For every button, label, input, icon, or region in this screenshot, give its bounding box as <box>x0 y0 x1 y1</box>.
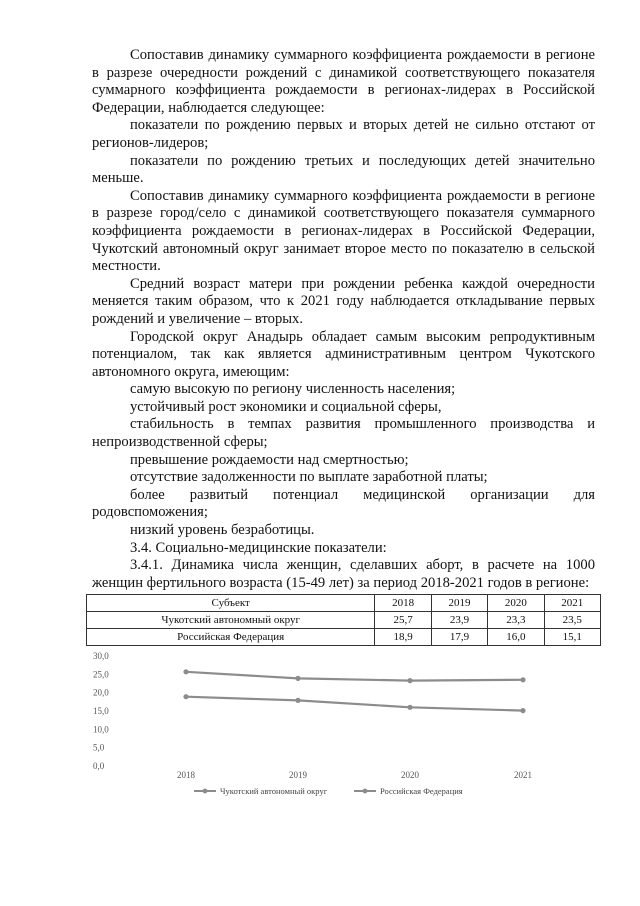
y-tick-label: 15,0 <box>93 706 109 716</box>
paragraph-2: показатели по рождению первых и вторых детей не сильно отстают от регионов-лидеров; <box>92 117 595 151</box>
legend-label: Чукотский автономный округ <box>220 786 328 796</box>
paragraph-4: Сопоставив динамику суммарного коэффициента рождаемости в регионе в разрезе город/село с динамикой соответствующего показателя суммарного коэффициента рождаемости в регионах-лидерах в Российской Федерации, Чукотский автономный округ занимает второе место по показателю в сельской местности. <box>92 187 595 275</box>
paragraph-3: показатели по рождению третьих и последующих детей значительно меньше. <box>92 152 595 187</box>
table-header-cell: 2018 <box>375 595 431 612</box>
y-tick-label: 5,0 <box>93 742 105 753</box>
table-cell: 25,7 <box>375 612 431 629</box>
legend-label: Российская Федерация <box>380 786 463 796</box>
y-tick-label: 20,0 <box>93 687 109 698</box>
subsection-heading: 3.4.1. Динамика числа женщин, сделавших аборт, в расчете на 1000 женщин фертильного возраста (15-49 лет) за период 2018-2021 годов в регионе: <box>92 557 595 591</box>
list-item-unemployment: низкий уровень безработицы. <box>130 522 315 539</box>
y-tick-label: 0,0 <box>93 761 105 771</box>
data-point <box>520 708 525 713</box>
data-point <box>407 678 412 683</box>
table-header-cell: Субъект <box>87 595 375 612</box>
table-header-row <box>87 595 601 612</box>
table-header-cell: 2020 <box>488 595 544 612</box>
y-tick-label: 30,0 <box>93 651 109 661</box>
y-tick-label: 25,0 <box>93 669 109 680</box>
body-text <box>92 47 595 592</box>
y-tick-label: 10,0 <box>93 724 109 735</box>
table-row <box>87 612 601 629</box>
list-item-salary: отсутствие задолженности по выплате заработной платы; <box>130 469 488 486</box>
table-header-cell: 2019 <box>431 595 487 612</box>
x-tick-label: 2018 <box>177 770 195 780</box>
section-heading: 3.4. Социально-медицинские показатели: <box>130 539 387 556</box>
data-point <box>295 676 300 681</box>
x-tick-label: 2019 <box>289 770 307 780</box>
table-cell: Чукотский автономный округ <box>87 612 375 629</box>
table-cell: 17,9 <box>431 629 487 646</box>
line-chart <box>86 650 606 810</box>
legend-marker <box>203 789 208 794</box>
list-item-population: самую высокую по региону численность населения; <box>130 381 456 398</box>
table-row <box>87 629 601 646</box>
table-cell: 18,9 <box>375 629 431 646</box>
paragraph-5: Средний возраст матери при рождении ребенка каждой очередности меняется таким образом, что к 2021 году наблюдается откладывание первых рождений и увеличение – вторых. <box>92 275 595 327</box>
data-point <box>295 698 300 703</box>
list-item-economy: устойчивый рост экономики и социальной сферы, <box>130 398 442 415</box>
table-header-cell: 2021 <box>544 595 600 612</box>
series-line <box>186 697 523 711</box>
list-item-births: превышение рождаемости над смертностью; <box>130 451 409 468</box>
table-cell: 23,3 <box>488 612 544 629</box>
series-line <box>186 672 523 681</box>
table-cell: Российская Федерация <box>87 629 375 646</box>
x-tick-label: 2021 <box>514 770 532 780</box>
data-point <box>520 677 525 682</box>
x-tick-label: 2020 <box>401 770 419 780</box>
data-point <box>183 669 188 674</box>
paragraph-1: Сопоставив динамику суммарного коэффициента рождаемости в регионе в разрезе очередности рождений с динамикой соответствующего показателя суммарного коэффициента рождаемости в регионах-лидерах в Российской Федерации, наблюдается следующее: <box>92 47 595 116</box>
paragraph-6: Городской округ Анадырь обладает самым высоким репродуктивным потенциалом, так как является административным центром Чукотского автономного округа, имеющим: <box>92 328 595 380</box>
list-item-medical: более развитый потенциал медицинской организации для родовспоможения; <box>92 486 595 521</box>
legend-marker <box>363 789 368 794</box>
table-cell: 23,9 <box>431 612 487 629</box>
data-point <box>407 705 412 710</box>
table-cell: 15,1 <box>544 629 600 646</box>
list-item-stability: стабильность в темпах развития промышленного производства и непроизводственной сферы; <box>92 416 595 451</box>
table-cell: 16,0 <box>488 629 544 646</box>
data-point <box>183 694 188 699</box>
table-cell: 23,5 <box>544 612 600 629</box>
abortion-table <box>86 594 601 646</box>
